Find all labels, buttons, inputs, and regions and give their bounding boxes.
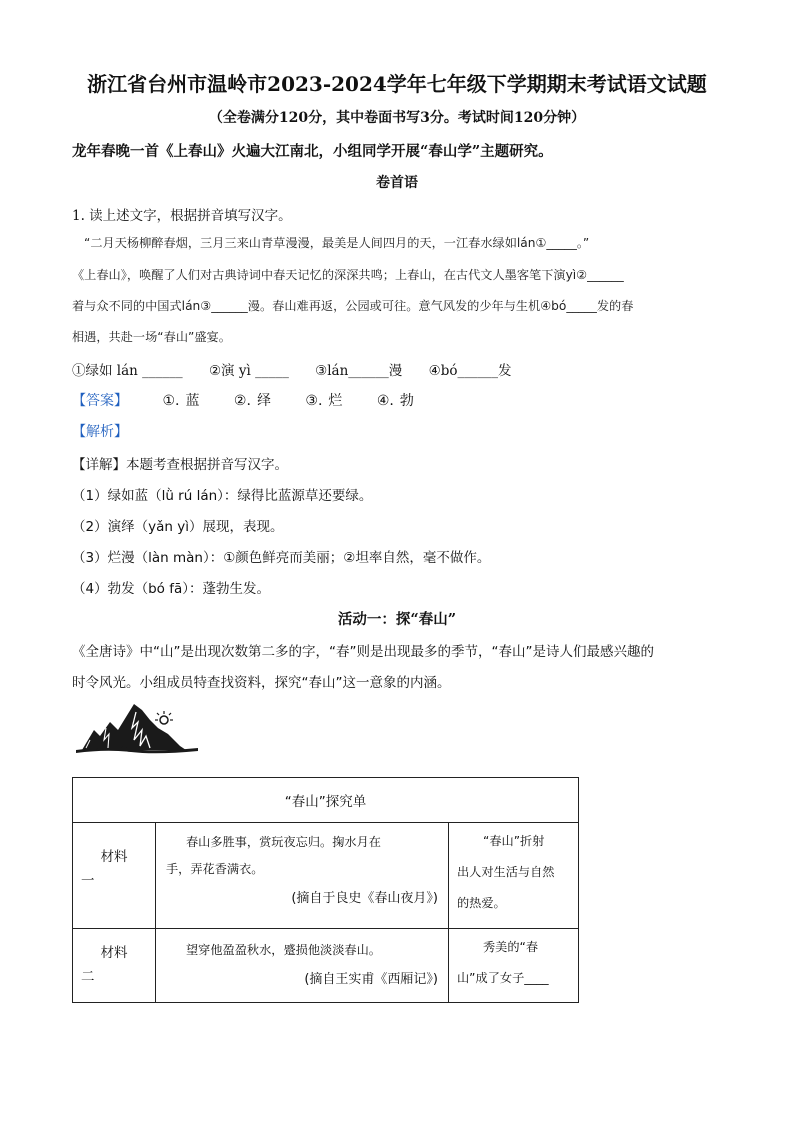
answer-number: ③. <box>305 393 323 409</box>
inquiry-table <box>72 777 579 1003</box>
note-cell <box>449 929 579 1003</box>
row-label <box>73 929 156 1003</box>
answer-char: 蓝 <box>185 393 200 409</box>
passage-line: “二月天杨柳醉春烟，三月三来山青草漫漫，最美是人间四月的天，一江春水绿如lán①_____。” <box>84 236 590 250</box>
material-line: 春山多胜事，赏玩夜忘归。掬水月在 <box>186 835 381 849</box>
page-title: 浙江省台州市温岭市2023-2024学年七年级下学期期末考试语文试题 <box>87 72 707 96</box>
blank-item: ④bó______发 <box>428 363 512 379</box>
row-label-text: 材料 <box>100 849 128 865</box>
activity-paragraph-line: 《全唐诗》中“山”是出现次数第二多的字，“春”则是出现最多的季节，“春山”是诗人们最感兴趣的 <box>72 644 654 660</box>
answer-item <box>305 390 342 410</box>
blank-item: ③lán______漫 <box>315 363 403 379</box>
answer-char: 勃 <box>399 393 414 409</box>
material-source: (摘自王实甫《西厢记》) <box>304 972 438 987</box>
blank-list <box>72 359 533 379</box>
detail-line: 【详解】本题考查根据拼音写汉字。 <box>72 457 288 473</box>
table-header: “春山”探究单 <box>73 778 579 823</box>
activity-paragraph-line: 时令风光。小组成员特查找资料，探究“春山”这一意象的内涵。 <box>72 675 451 691</box>
note-line: 山”成了女子____ <box>457 971 549 985</box>
material-source: (摘自于良史《春山夜月》) <box>291 891 438 906</box>
answer-char: 烂 <box>328 393 343 409</box>
table-row <box>73 823 579 929</box>
material-cell <box>156 823 449 929</box>
row-label-text: 材料 <box>100 945 128 961</box>
row-label-num: 一 <box>81 873 95 889</box>
passage-line: 相遇，共赴一场“春山”盛宴。 <box>72 330 231 344</box>
answer-number: ①. <box>162 393 180 409</box>
note-line: “春山”折射 <box>483 834 545 848</box>
activity-1-heading: 活动一：探“春山” <box>337 611 457 628</box>
detail-line: （3）烂漫（làn màn）：①颜色鲜亮而美丽；②坦率自然，毫不做作。 <box>72 550 491 566</box>
exam-info: （全卷满分120分，其中卷面书写3分。考试时间120分钟） <box>208 110 586 126</box>
passage-line: 着与众不同的中国式lán③______漫。春山难再返，公园或可往。意气风发的少年与生机④bó_____发的春 <box>72 299 634 313</box>
detail-line: （1）绿如蓝（lǜ rú lán）：绿得比蓝源草还要绿。 <box>72 488 373 504</box>
material-line: 望穿他盈盈秋水，蹙损他淡淡春山。 <box>186 943 381 957</box>
detail-line: （2）演绎（yǎn yì）展现，表现。 <box>72 519 284 535</box>
row-label <box>73 823 156 929</box>
row-label-num: 二 <box>81 969 95 985</box>
detail-line: （4）勃发（bó fā）：蓬勃生发。 <box>72 581 270 597</box>
answer-item <box>162 390 199 410</box>
note-line: 出人对生活与自然 <box>457 865 555 879</box>
answer-number: ②. <box>233 393 251 409</box>
answer-row <box>72 390 414 410</box>
answer-item <box>377 390 414 410</box>
answer-tag: 【答案】 <box>72 393 128 409</box>
passage-line: 《上春山》，唤醒了人们对古典诗词中春天记忆的深深共鸣；上春山，在古代文人墨客笔下演yì②______ <box>72 268 624 282</box>
table-row <box>73 929 579 1003</box>
answer-item <box>234 390 271 410</box>
material-cell <box>156 929 449 1003</box>
analysis-tag: 【解析】 <box>72 424 128 440</box>
blank-item: ①绿如 lán ______ <box>72 363 183 379</box>
answer-number: ④. <box>376 393 394 409</box>
blank-item: ②演 yì _____ <box>208 363 289 379</box>
answer-char: 绎 <box>256 393 271 409</box>
mountain-illustration-icon <box>76 700 198 762</box>
section-heading-juanshou: 卷首语 <box>376 175 418 191</box>
note-line: 的热爱。 <box>457 896 506 910</box>
note-cell <box>449 823 579 929</box>
note-line: 秀美的“春 <box>483 940 539 954</box>
question-1-prompt: 1. 读上述文字，根据拼音填写汉字。 <box>72 208 292 224</box>
material-line: 手，弄花香满衣。 <box>166 862 264 876</box>
intro-text: 龙年春晚一首《上春山》火遍大江南北，小组同学开展“春山学”主题研究。 <box>72 143 553 160</box>
